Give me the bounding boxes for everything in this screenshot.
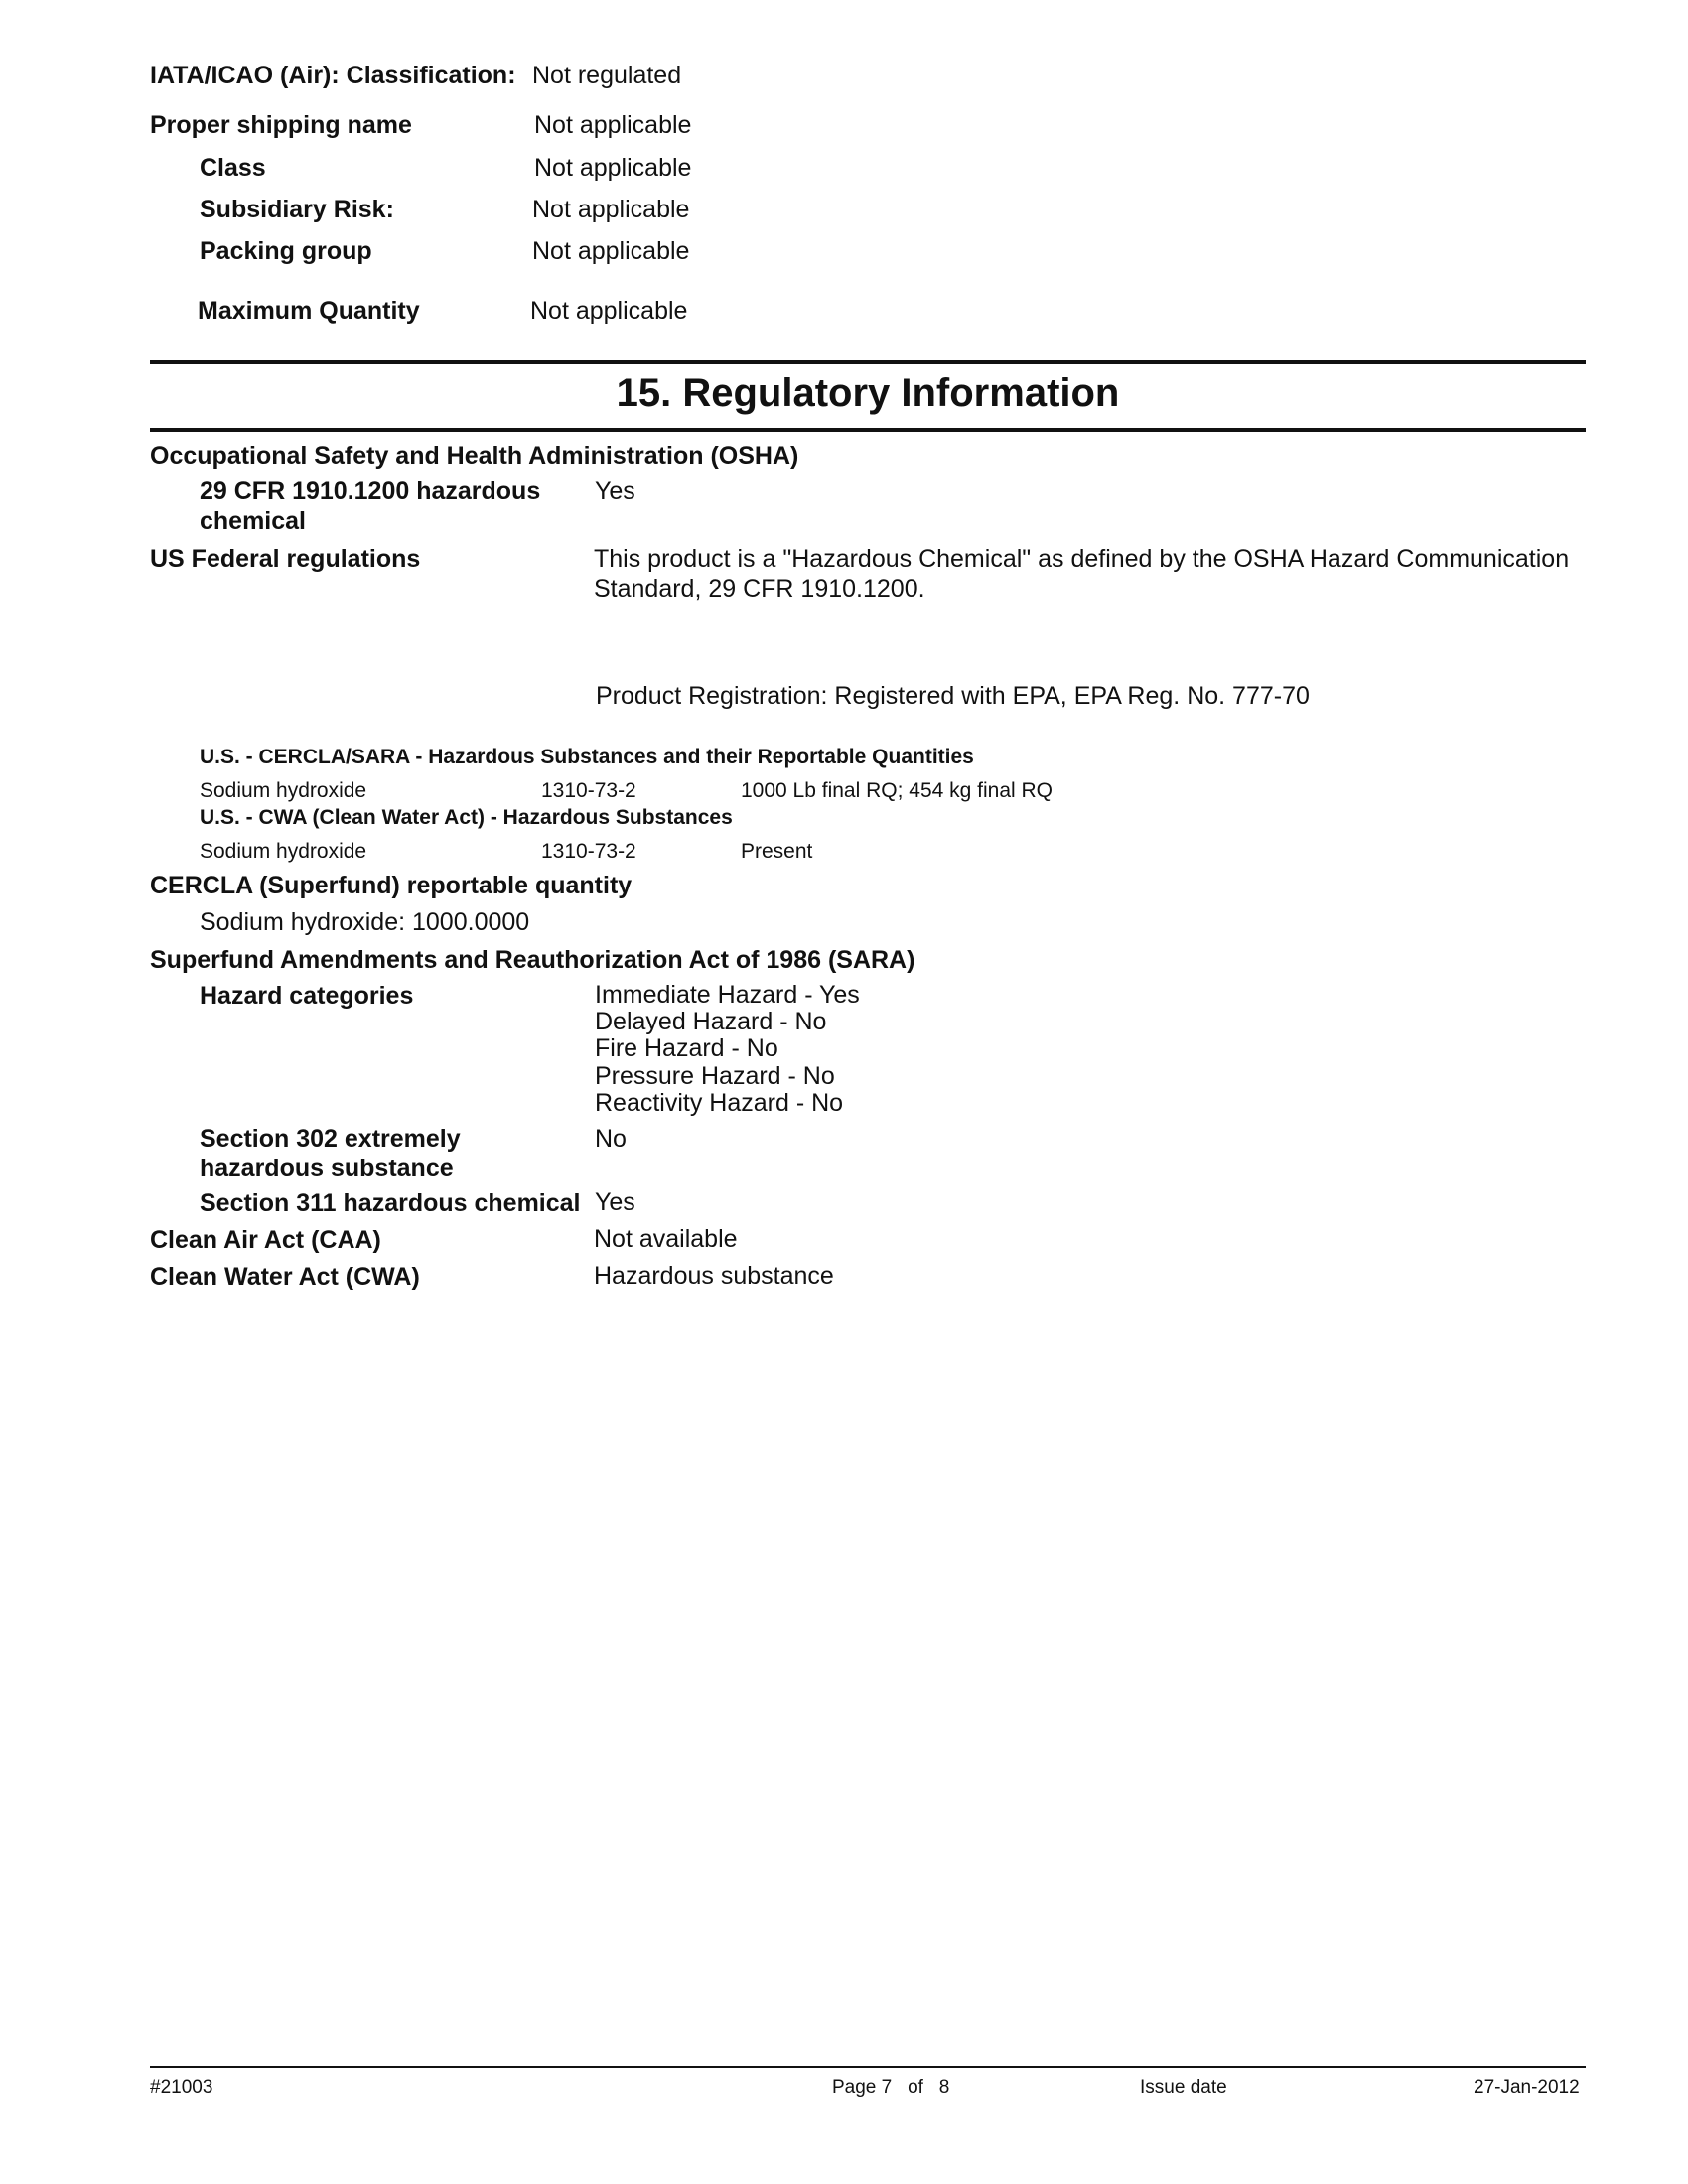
hazard-category-item: Pressure Hazard - No: [595, 1062, 835, 1090]
cercla-sara-substance-rq: 1000 Lb final RQ; 454 kg final RQ: [741, 779, 1054, 802]
hazard-category-item: Fire Hazard - No: [595, 1034, 778, 1062]
hazard-category-item: Delayed Hazard - No: [595, 1008, 827, 1035]
section-311-label: Section 311 hazardous chemical: [200, 1189, 581, 1217]
hazard-categories-label: Hazard categories: [200, 982, 414, 1010]
cercla-sara-substance-cas: 1310-73-2: [541, 779, 636, 802]
clean-water-act-value: Hazardous substance: [594, 1262, 834, 1290]
subsidiary-risk-value: Not applicable: [532, 196, 690, 223]
osha-hazardous-chemical-label: 29 CFR 1910.1200 hazardous chemical: [200, 478, 541, 535]
iata-classification-label: IATA/ICAO (Air): Classification:: [150, 62, 516, 89]
section-top-rule: [150, 360, 1586, 364]
class-value: Not applicable: [534, 154, 692, 182]
section-title: 15. Regulatory Information: [616, 371, 1120, 415]
cercla-rq-value: Sodium hydroxide: 1000.0000: [200, 908, 530, 936]
cercla-rq-heading: CERCLA (Superfund) reportable quantity: [150, 872, 633, 899]
footer-rule: [150, 2066, 1586, 2068]
footer-page-total: 8: [938, 2077, 950, 2098]
footer-page-number: [832, 2077, 949, 2099]
cwa-substance-name: Sodium hydroxide: [200, 840, 367, 863]
product-registration: Product Registration: Registered with EPA, EPA Reg. No. 777-70: [596, 682, 1310, 710]
packing-group-value: Not applicable: [532, 237, 690, 265]
footer-page-of: of: [908, 2077, 923, 2098]
cercla-sara-substance-name: Sodium hydroxide: [200, 779, 367, 802]
us-federal-label: US Federal regulations: [150, 545, 421, 573]
section-311-value: Yes: [595, 1188, 635, 1216]
sara-heading: Superfund Amendments and Reauthorization Act of 1986 (SARA): [150, 946, 915, 974]
footer-issue-date: 27-Jan-2012: [1474, 2077, 1580, 2098]
class-label: Class: [200, 154, 266, 182]
footer-page-label: Page: [832, 2077, 877, 2098]
subsidiary-risk-label: Subsidiary Risk:: [200, 196, 394, 223]
maximum-quantity-label: Maximum Quantity: [198, 297, 420, 325]
packing-group-label: Packing group: [200, 237, 372, 265]
footer-doc-number: #21003: [150, 2077, 213, 2098]
clean-air-act-value: Not available: [594, 1225, 738, 1253]
cwa-substance-cas: 1310-73-2: [541, 840, 636, 863]
proper-shipping-name-label: Proper shipping name: [150, 111, 412, 139]
section-302-label: Section 302 extremely hazardous substance: [200, 1125, 461, 1182]
cwa-substance-status: Present: [741, 840, 813, 863]
footer-page-current: 7: [881, 2077, 893, 2098]
hazard-category-item: Reactivity Hazard - No: [595, 1089, 844, 1117]
iata-classification-value: Not regulated: [532, 62, 682, 89]
clean-air-act-label: Clean Air Act (CAA): [150, 1226, 381, 1254]
osha-heading: Occupational Safety and Health Administration (OSHA): [150, 442, 799, 470]
proper-shipping-name-value: Not applicable: [534, 111, 692, 139]
cercla-sara-list-title: U.S. - CERCLA/SARA - Hazardous Substances and their Reportable Quantities: [200, 746, 974, 768]
hazard-category-item: Immediate Hazard - Yes: [595, 981, 860, 1009]
osha-hazardous-chemical-value: Yes: [595, 478, 635, 505]
cwa-list-title: U.S. - CWA (Clean Water Act) - Hazardous Substances: [200, 806, 733, 829]
us-federal-text: This product is a "Hazardous Chemical" as defined by the OSHA Hazard Communication Standard, 29 CFR 1910.1200.: [594, 545, 1570, 603]
maximum-quantity-value: Not applicable: [530, 297, 688, 325]
footer-issue-label: Issue date: [1140, 2077, 1227, 2098]
section-bottom-rule: [150, 428, 1586, 432]
clean-water-act-label: Clean Water Act (CWA): [150, 1263, 420, 1291]
section-302-value: No: [595, 1125, 627, 1153]
